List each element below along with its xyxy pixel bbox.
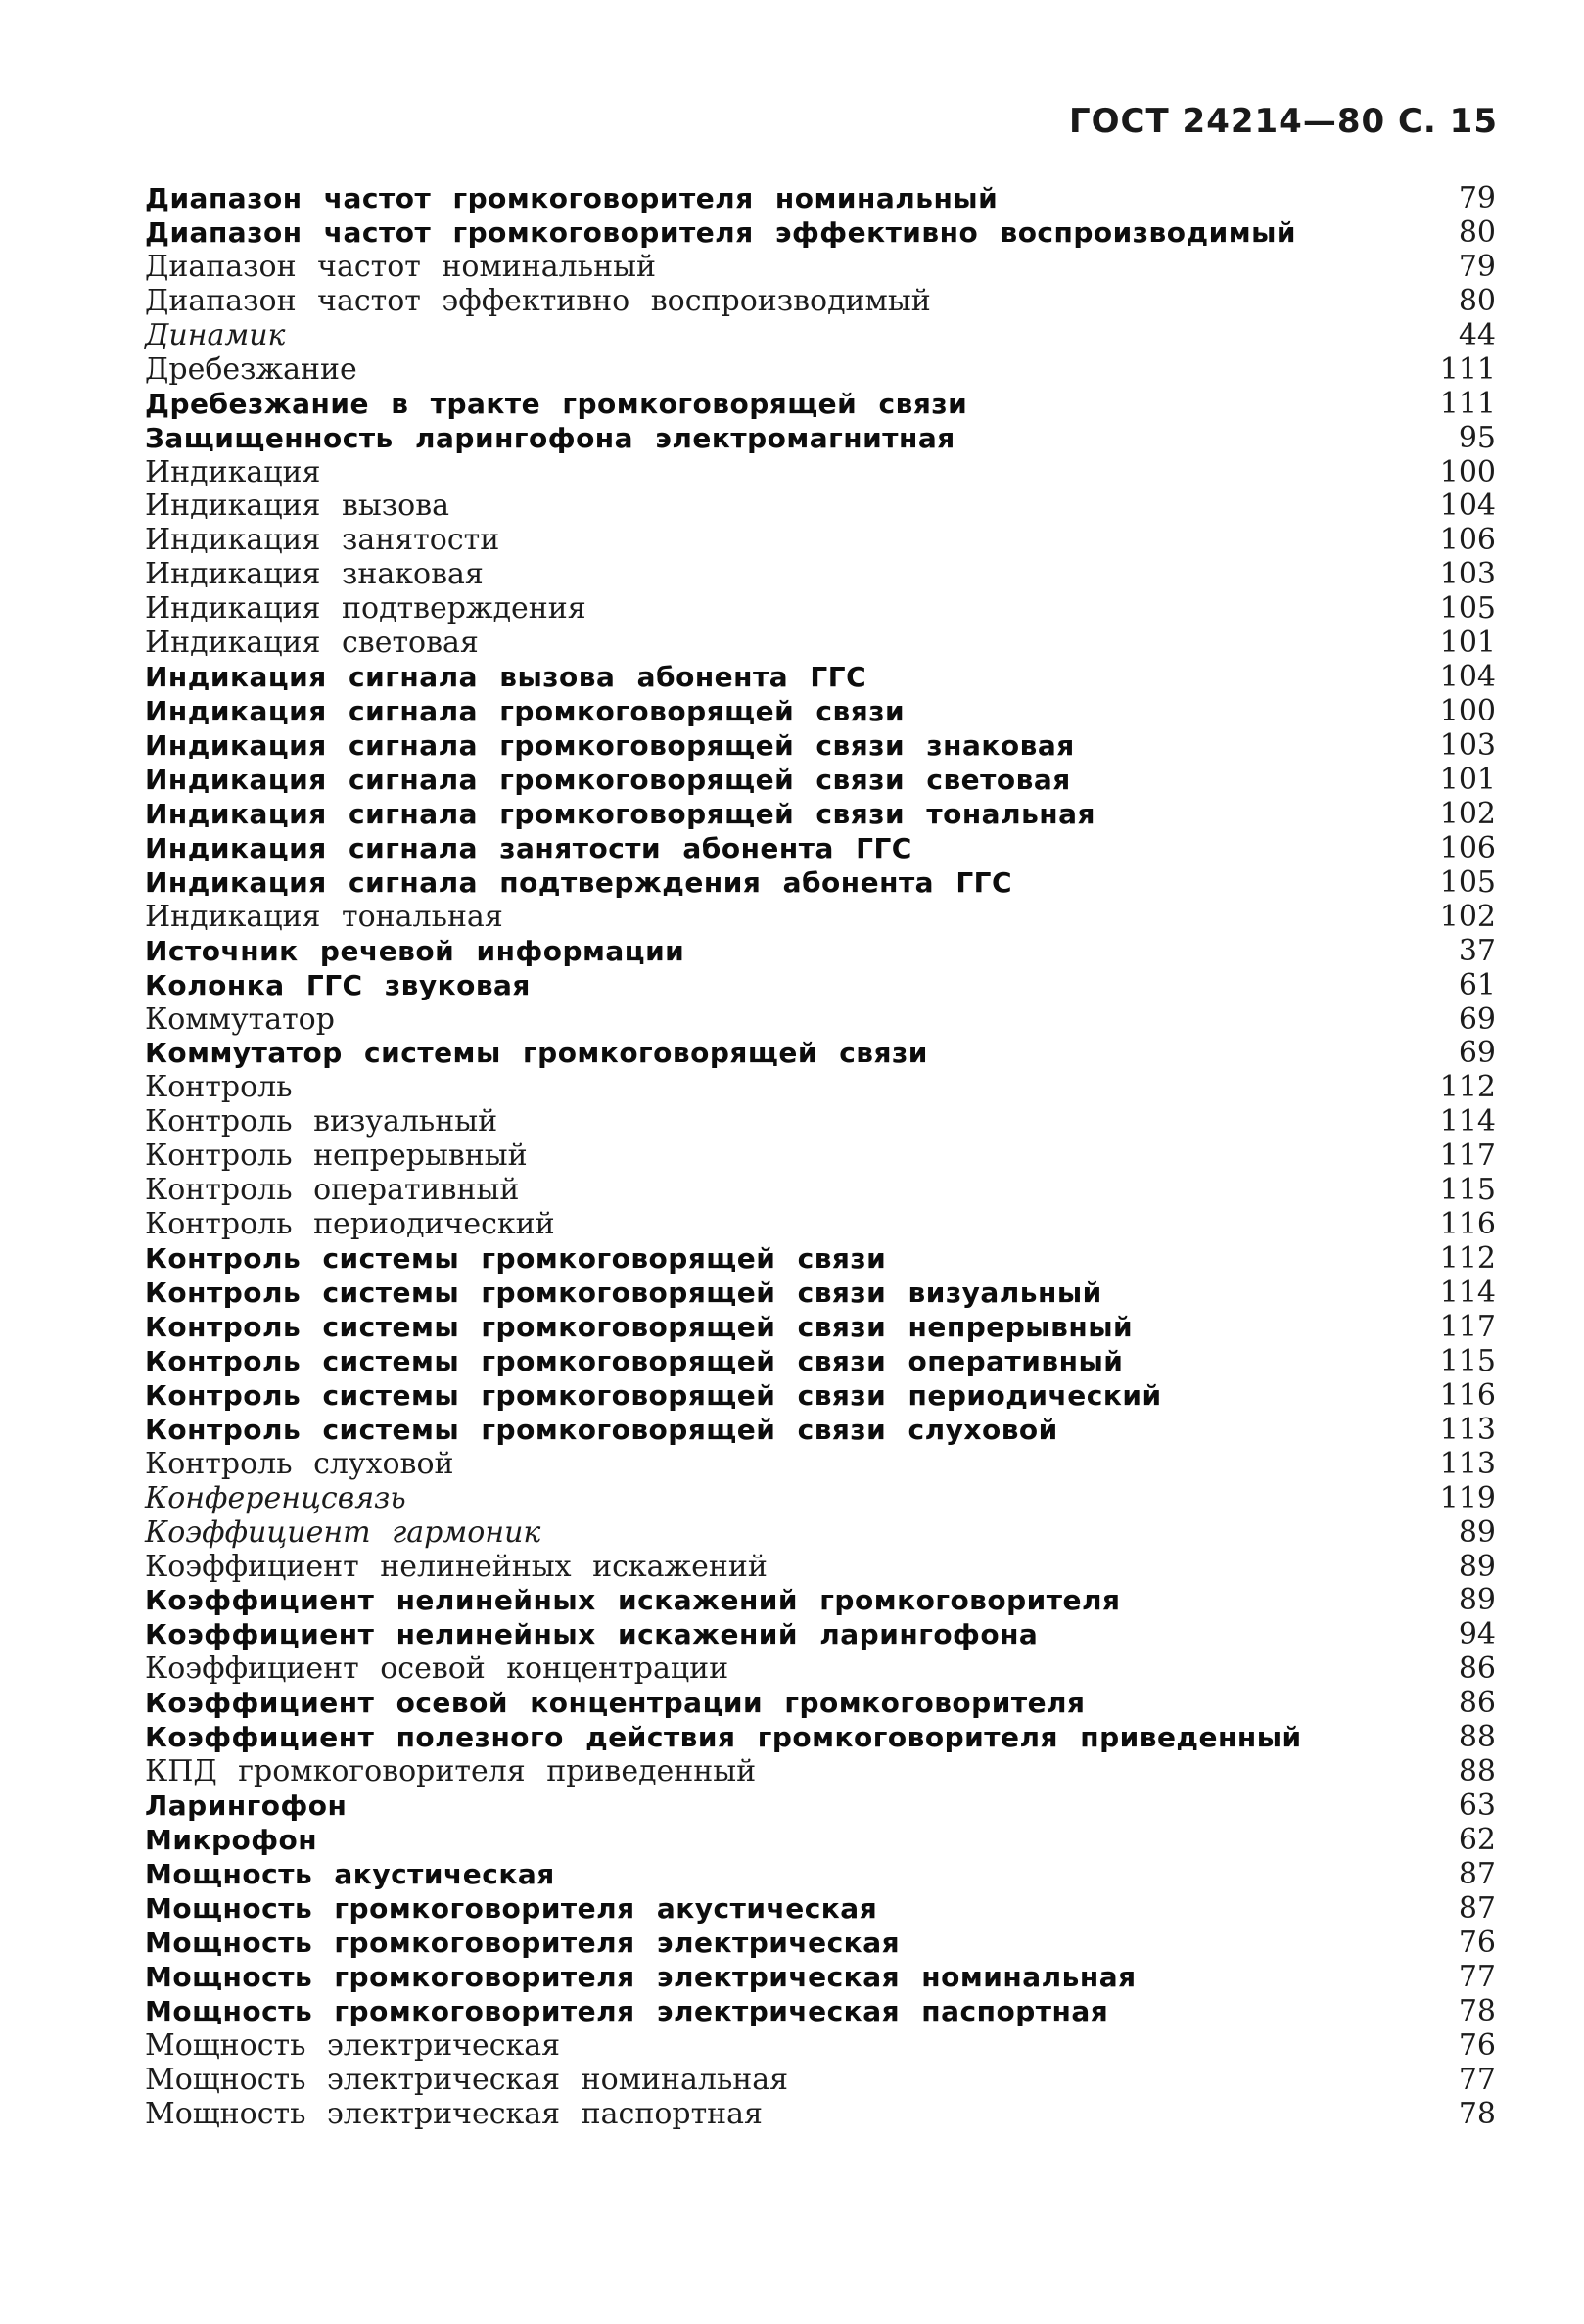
index-term: Коэффициент гармоник	[145, 1514, 541, 1550]
index-term: Индикация световая	[145, 626, 479, 661]
index-term: Индикация сигнала громкоговорящей связи знаковая	[145, 729, 1075, 762]
index-entry	[145, 1892, 1496, 1927]
index-page-number: 88	[1458, 1720, 1496, 1755]
index-term: Индикация вызова	[145, 488, 449, 524]
index-page-number: 78	[1458, 1993, 1496, 2028]
index-page-number: 62	[1458, 1823, 1496, 1857]
index-entry	[145, 1516, 1496, 1551]
index-entry	[145, 1379, 1496, 1414]
index-term: Колонка ГГС звуковая	[145, 968, 531, 1001]
index-term: Защищенность ларингофона электромагнитная	[145, 421, 955, 454]
index-term: Коэффициент осевой концентрации громкоговорителя	[145, 1687, 1086, 1720]
index-entry	[145, 388, 1496, 422]
index-entry	[145, 182, 1496, 216]
index-term: Коэффициент нелинейных искажений ларингофона	[145, 1618, 1039, 1651]
index-term: Индикация знаковая	[145, 557, 484, 592]
index-term: Мощность электрическая номинальная	[145, 2062, 789, 2097]
index-term: Индикация подтверждения	[145, 591, 586, 627]
index-term: Контроль системы громкоговорящей связи слуховой	[145, 1413, 1058, 1446]
index-entry	[145, 1618, 1496, 1652]
index-page-number: 94	[1458, 1617, 1496, 1652]
index-entry	[145, 319, 1496, 353]
index-page-number: 105	[1439, 591, 1496, 627]
index-entry	[145, 592, 1496, 627]
index-page-number: 115	[1439, 1343, 1496, 1378]
index-page-number: 106	[1439, 523, 1496, 558]
index-page-number: 100	[1439, 454, 1496, 489]
index-entry	[145, 1755, 1496, 1789]
index-term: Контроль	[145, 1070, 293, 1105]
index-entry	[145, 1927, 1496, 1961]
index-entry	[145, 1105, 1496, 1139]
index-page-number: 117	[1439, 1309, 1496, 1344]
index-term: Динамик	[145, 317, 286, 352]
index-page-number: 115	[1439, 1173, 1496, 1208]
index-page-number: 89	[1458, 1549, 1496, 1584]
index-entry	[145, 1652, 1496, 1687]
index-page-number: 103	[1439, 728, 1496, 763]
index-entry	[145, 1551, 1496, 1585]
index-entry	[145, 969, 1496, 1003]
index-term: Контроль визуальный	[145, 1104, 498, 1139]
index-term: Ларингофон	[145, 1789, 348, 1823]
index-term: Мощность электрическая паспортная	[145, 2096, 763, 2131]
index-page-number: 116	[1439, 1377, 1496, 1413]
index-page-number: 89	[1458, 1583, 1496, 1618]
index-term: КПД громкоговорителя приведенный	[145, 1754, 757, 1789]
index-term: Диапазон частот эффективно воспроизводимый	[145, 283, 931, 318]
index-term: Диапазон частот номинальный	[145, 249, 656, 284]
index-page-number: 89	[1458, 1514, 1496, 1550]
index-entry	[145, 695, 1496, 729]
index-page-number: 103	[1439, 557, 1496, 592]
index-term: Диапазон частот громкоговорителя номинальный	[145, 182, 999, 214]
index-term: Коэффициент осевой концентрации	[145, 1651, 729, 1687]
index-entry	[145, 1139, 1496, 1174]
index-term: Индикация сигнала занятости абонента ГГС	[145, 831, 912, 864]
index-term: Контроль системы громкоговорящей связи непрерывный	[145, 1310, 1134, 1343]
index-page-number: 114	[1439, 1104, 1496, 1139]
index-page-number: 104	[1439, 488, 1496, 524]
index-page-number: 111	[1439, 386, 1496, 421]
index-entry	[145, 729, 1496, 764]
index-entry	[145, 558, 1496, 592]
index-term: Коммутатор	[145, 1001, 335, 1037]
index-entry	[145, 216, 1496, 251]
index-page-number: 86	[1458, 1686, 1496, 1721]
index-page-number: 112	[1439, 1070, 1496, 1105]
index-page-number: 112	[1439, 1241, 1496, 1277]
index-entry	[145, 285, 1496, 319]
index-entry	[145, 1448, 1496, 1482]
index-page-number: 87	[1458, 1856, 1496, 1891]
index-page-number: 69	[1458, 1001, 1496, 1037]
index-term: Коэффициент нелинейных искажений	[145, 1549, 768, 1584]
index-page-number: 117	[1439, 1139, 1496, 1174]
index-entry	[145, 1345, 1496, 1379]
index-term: Контроль системы громкоговорящей связи визуальный	[145, 1277, 1102, 1309]
index-entry	[145, 524, 1496, 558]
index-term: Источник речевой информации	[145, 934, 685, 967]
index-entry	[145, 627, 1496, 661]
index-entry	[145, 901, 1496, 935]
index-term: Дребезжание	[145, 351, 357, 387]
index-term: Контроль непрерывный	[145, 1139, 528, 1174]
index-term: Мощность акустическая	[145, 1857, 555, 1890]
index-entry	[145, 1003, 1496, 1038]
index-page-number: 69	[1458, 1036, 1496, 1071]
index-term: Микрофон	[145, 1824, 318, 1856]
index-entry	[145, 456, 1496, 490]
index-term: Индикация тональная	[145, 899, 503, 934]
index-entry	[145, 489, 1496, 524]
index-entry	[145, 661, 1496, 695]
index-page-number: 114	[1439, 1276, 1496, 1310]
index-page-number: 106	[1439, 830, 1496, 865]
index-page-number: 63	[1458, 1789, 1496, 1824]
index-entry	[145, 1995, 1496, 2029]
index-term: Индикация сигнала вызова абонента ГГС	[145, 661, 867, 694]
index-term: Индикация занятости	[145, 523, 500, 558]
index-entry	[145, 1242, 1496, 1277]
index-page-number: 113	[1439, 1446, 1496, 1481]
index-entry	[145, 1789, 1496, 1824]
term-index-list	[145, 182, 1496, 2131]
index-entry	[145, 1721, 1496, 1755]
index-term: Конференцсвязь	[145, 1480, 406, 1515]
index-term: Контроль периодический	[145, 1207, 555, 1242]
index-page-number: 102	[1439, 899, 1496, 934]
index-term: Коммутатор системы громкоговорящей связи	[145, 1037, 928, 1070]
index-entry	[145, 1071, 1496, 1105]
index-entry	[145, 2098, 1496, 2132]
index-entry	[145, 251, 1496, 285]
index-entry	[145, 1174, 1496, 1208]
index-page-number: 119	[1439, 1480, 1496, 1515]
index-term: Индикация сигнала громкоговорящей связи	[145, 695, 906, 728]
index-term: Дребезжание в тракте громкоговорящей связи	[145, 387, 968, 420]
index-term: Коэффициент нелинейных искажений громкоговорителя	[145, 1584, 1121, 1617]
index-page-number: 104	[1439, 660, 1496, 695]
index-entry	[145, 1482, 1496, 1516]
index-entry	[145, 1414, 1496, 1448]
index-term: Индикация сигнала громкоговорящей связи тональная	[145, 797, 1096, 830]
index-term: Индикация сигнала громкоговорящей связи световая	[145, 763, 1071, 796]
index-entry	[145, 1824, 1496, 1858]
index-term: Мощность громкоговорителя электрическая номинальная	[145, 1960, 1137, 1993]
index-page-number: 86	[1458, 1651, 1496, 1687]
index-term: Индикация	[145, 454, 321, 489]
index-page-number: 44	[1458, 317, 1496, 352]
index-page-number: 80	[1458, 214, 1496, 250]
index-entry	[145, 764, 1496, 798]
index-entry	[145, 935, 1496, 969]
index-entry	[145, 422, 1496, 456]
index-term: Контроль системы громкоговорящей связи оперативный	[145, 1344, 1124, 1377]
index-entry	[145, 1311, 1496, 1345]
index-page-number: 100	[1439, 694, 1496, 729]
index-entry	[145, 798, 1496, 832]
index-term: Мощность громкоговорителя электрическая паспортная	[145, 1994, 1109, 2027]
index-entry	[145, 866, 1496, 901]
index-entry	[145, 1584, 1496, 1618]
index-page-number: 87	[1458, 1890, 1496, 1926]
index-page-number: 111	[1439, 351, 1496, 387]
index-entry	[145, 1961, 1496, 1995]
index-page-number: 79	[1458, 249, 1496, 284]
index-entry	[145, 2064, 1496, 2098]
index-term: Контроль системы громкоговорящей связи периодический	[145, 1378, 1162, 1412]
index-term: Контроль оперативный	[145, 1173, 520, 1208]
index-page-number: 76	[1458, 1925, 1496, 1960]
index-page-number: 80	[1458, 283, 1496, 318]
index-page-number: 116	[1439, 1207, 1496, 1242]
index-page-number: 61	[1458, 967, 1496, 1002]
index-term: Контроль слуховой	[145, 1446, 454, 1481]
index-page-number: 113	[1439, 1412, 1496, 1447]
index-entry	[145, 1687, 1496, 1721]
index-term: Мощность громкоговорителя акустическая	[145, 1891, 878, 1925]
index-page-number: 79	[1458, 181, 1496, 215]
index-page-number: 95	[1458, 420, 1496, 455]
index-page-number: 101	[1439, 762, 1496, 797]
index-entry	[145, 353, 1496, 388]
index-term: Диапазон частот громкоговорителя эффективно воспроизводимый	[145, 215, 1297, 249]
index-term: Коэффициент полезного действия громкоговорителя приведенный	[145, 1721, 1302, 1754]
index-page-number: 78	[1458, 2096, 1496, 2131]
index-entry	[145, 1037, 1496, 1071]
index-page-number: 37	[1458, 933, 1496, 968]
index-entry	[145, 832, 1496, 866]
index-term: Мощность громкоговорителя электрическая	[145, 1926, 901, 1959]
index-term: Мощность электрическая	[145, 2027, 561, 2063]
index-page-number: 76	[1458, 2027, 1496, 2063]
index-entry	[145, 1208, 1496, 1242]
page-header: ГОСТ 24214—80 С. 15	[1068, 102, 1498, 141]
index-page-number: 77	[1458, 1959, 1496, 1994]
index-page-number: 102	[1439, 796, 1496, 831]
index-page-number: 77	[1458, 2062, 1496, 2097]
index-entry	[145, 2029, 1496, 2064]
index-page-number: 101	[1439, 626, 1496, 661]
index-entry	[145, 1858, 1496, 1892]
index-term: Индикация сигнала подтверждения абонента ГГС	[145, 865, 1013, 899]
index-term: Контроль системы громкоговорящей связи	[145, 1242, 887, 1276]
index-page-number: 105	[1439, 864, 1496, 900]
index-entry	[145, 1277, 1496, 1311]
index-page-number: 88	[1458, 1754, 1496, 1789]
